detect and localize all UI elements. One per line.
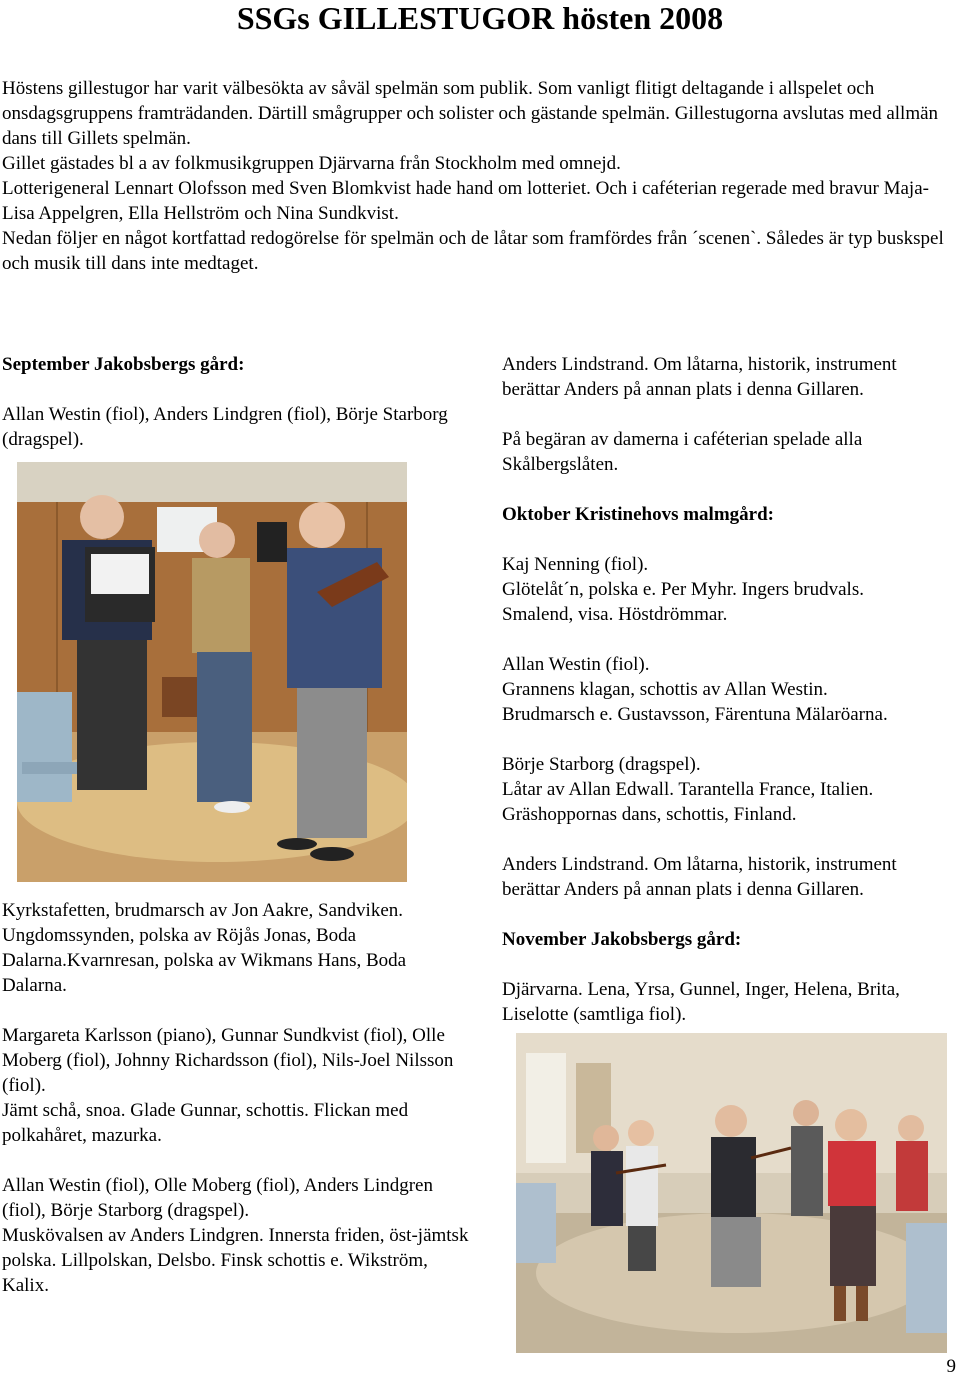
right-column <box>502 352 957 1027</box>
fiddlers-photo <box>516 1033 947 1353</box>
oktober-heading: Oktober Kristinehovs malmgård: <box>502 504 774 525</box>
intro-paragraph: Nedan följer en något kortfattad redogörelse för spelmän och de låtar som framfördes från ´scenen`. Således är typ buskspel och musik till dans inte medtaget. <box>2 228 944 274</box>
group3-musicians: Allan Westin (fiol), Olle Moberg (fiol), Anders Lindgren (fiol), Börje Starborg (dragspel). <box>2 1175 433 1221</box>
intro-paragraph: Höstens gillestugor har varit välbesökta av såväl spelmän som publik. Som vanligt flitigt deltagande i allspelet och onsdagsgruppens framträdanden. Därtill smågrupper och solister och gästande spelmän. Gillestugorna avslutas med allmän dans till Gillets spelmän. <box>2 78 939 149</box>
kaj-line: Smalend, visa. Höstdrömmar. <box>502 604 728 625</box>
anders-note: Anders Lindstrand. Om låtarna, historik, instrument berättar Anders på annan plats i denna Gillaren. <box>502 354 897 400</box>
tunes-line: Kyrkstafetten, brudmarsch av Jon Aakre, Sandviken. <box>2 900 404 921</box>
allan-line: Allan Westin (fiol). <box>502 654 650 675</box>
group2-tunes: Jämt schå, snoa. Glade Gunnar, schottis. Flickan med polkahåret, mazurka. <box>2 1100 409 1146</box>
kaj-line: Kaj Nenning (fiol). <box>502 554 649 575</box>
djarvarna-line: Djärvarna. Lena, Yrsa, Gunnel, Inger, Helena, Brita, Liselotte (samtliga fiol). <box>502 979 900 1025</box>
kaj-line: Glötelåt´n, polska e. Per Myhr. Ingers brudvals. <box>502 579 864 600</box>
september-group1: Allan Westin (fiol), Anders Lindgren (fiol), Börje Starborg (dragspel). <box>2 404 448 450</box>
borje-line: Gräshoppornas dans, schottis, Finland. <box>502 804 797 825</box>
september-heading: September Jakobsbergs gård: <box>2 354 245 375</box>
tunes-line: Ungdomssynden, polska av Röjås Jonas, Boda Dalarna.Kvarnresan, polska av Wikmans Hans, Boda Dalarna. <box>2 925 407 996</box>
intro-paragraph: Gillet gästades bl a av folkmusikgruppen Djärvarna från Stockholm med omnejd. <box>2 153 621 174</box>
borje-line: Börje Starborg (dragspel). <box>502 754 701 775</box>
request-note: På begäran av damerna i caféterian spelade alla Skålbergslåten. <box>502 429 863 475</box>
page-number: 9 <box>946 1356 956 1377</box>
intro-paragraph: Lotterigeneral Lennart Olofsson med Sven Blomkvist hade hand om lotteriet. Och i caféterian regerade med bravur Maja-Lisa Appelgren, Ella Hellström och Nina Sundkvist. <box>2 178 929 224</box>
group2-musicians: Margareta Karlsson (piano), Gunnar Sundkvist (fiol), Olle Moberg (fiol), Johnny Richardsson (fiol), Nils-Joel Nilsson (fiol). <box>2 1025 454 1096</box>
intro-section <box>2 76 957 276</box>
tunes-section <box>2 898 472 1298</box>
musicians-photo <box>17 462 407 882</box>
allan-line: Grannens klagan, schottis av Allan Westin. <box>502 679 828 700</box>
page-title: SSGs GILLESTUGOR hösten 2008 <box>236 0 724 36</box>
september-section <box>2 352 472 452</box>
november-heading: November Jakobsbergs gård: <box>502 929 742 950</box>
borje-line: Låtar av Allan Edwall. Tarantella France, Italien. <box>502 779 874 800</box>
allan-line: Brudmarsch e. Gustavsson, Färentuna Mälaröarna. <box>502 704 888 725</box>
group3-tunes: Muskövalsen av Anders Lindgren. Innersta friden, öst-jämtsk polska. Lillpolskan, Delsbo. Finsk schottis e. Wikström, Kalix. <box>2 1225 469 1296</box>
anders-note-2: Anders Lindstrand. Om låtarna, historik, instrument berättar Anders på annan plats i denna Gillaren. <box>502 854 897 900</box>
